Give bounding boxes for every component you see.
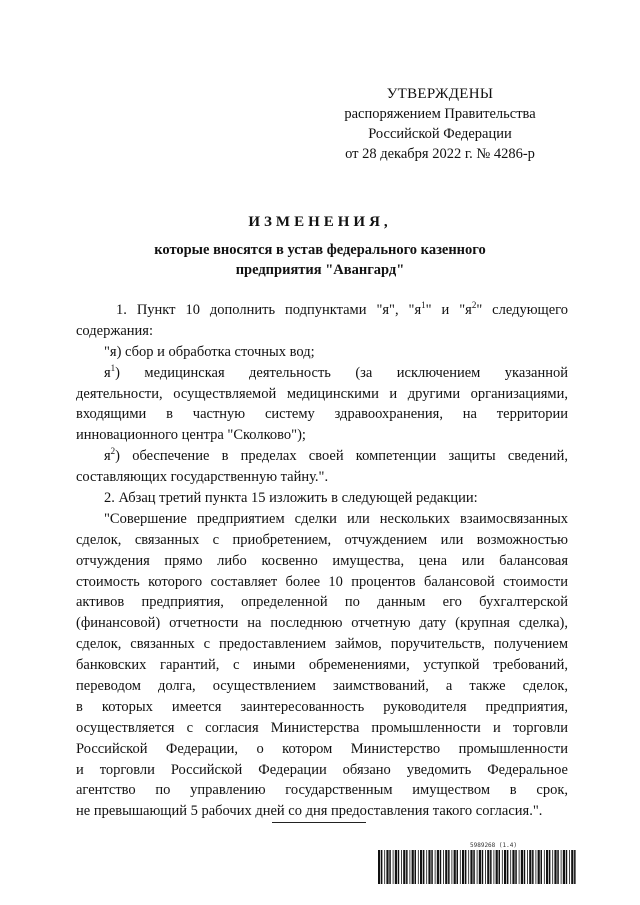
p2-quote-line-1: "Совершение предприятием сделки или нескольких взаимосвязанных: [104, 510, 568, 527]
superscript-q3: 2: [110, 446, 116, 457]
p1-line-1: [76, 300, 568, 321]
q3-letter: я: [104, 448, 111, 465]
footer-divider: [272, 822, 366, 823]
document-subtitle: [0, 240, 640, 280]
p1-text-a: 1. Пункт 10 дополнить подпунктами "я", "я: [116, 302, 422, 318]
p2-quote-line-9: переводом долга, осуществлением заимствований, а также сделок,: [76, 678, 568, 695]
subtitle-line-1: которые вносятся в устав федерального казенного: [154, 242, 486, 258]
approval-line-2: Российской Федерации: [368, 126, 512, 142]
p2-quote-line-7: сделок, связанных с предоставлением займов, поручительств, получением: [76, 636, 568, 653]
document-title: ИЗМЕНЕНИЯ,: [248, 214, 392, 230]
superscript-q2: 1: [110, 362, 116, 373]
q2-text: ) медицинская деятельность (за исключением указанной: [115, 364, 568, 381]
p2-quote-line-15: не превышающий 5 рабочих дней со дня предоставления такого согласия.".: [76, 803, 543, 820]
quote-2-line-3: входящими в частную систему здравоохранения, на территории: [76, 406, 568, 423]
quote-3-line-1: [76, 446, 568, 467]
quote-2-line-4: инновационного центра "Сколково");: [76, 427, 306, 444]
p2-quote-line-13: и торговли Российской Федерации обязано уведомить Федеральное: [76, 761, 568, 778]
p1-line-2: содержания:: [76, 322, 154, 339]
p2-quote-line-2: сделок, связанных с приобретением, отчуждением или возможностью: [76, 531, 568, 548]
approval-line-3: от 28 декабря 2022 г. № 4286-р: [345, 146, 535, 162]
p2-quote-line-12: Российской Федерации, о котором Министерство промышленности: [76, 740, 568, 757]
approval-line-1: распоряжением Правительства: [344, 106, 536, 122]
quote-2-line-2: деятельности, осуществляемой медицинскими и другими организациями,: [76, 385, 568, 402]
p2-quote-line-5: активов предприятия, определенной по данным его бухгалтерской: [76, 594, 568, 611]
p2-quote-line-14: агентство по управлению государственным имуществом в срок,: [76, 782, 568, 799]
quote-3-line-2: составляющих государственную тайну.".: [76, 469, 329, 486]
quote-2-line-1: [76, 363, 568, 384]
p2-quote-line-6: (финансовой) отчетности на последнюю отчетную дату (крупная сделка),: [76, 615, 568, 632]
superscript-2: 2: [471, 300, 477, 310]
p1-text-c: " следующего: [476, 302, 568, 318]
approval-block: [320, 84, 560, 164]
q3-text: ) обеспечение в пределах своей компетенции защиты сведений,: [115, 448, 568, 465]
subtitle-line-2: предприятия "Авангард": [235, 262, 405, 278]
p2-quote-line-11: осуществляется с согласия Министерства промышленности и торговли: [76, 719, 568, 736]
p1-text-b: " и "я: [425, 302, 472, 318]
p2-quote-line-10: в которых имеется заинтересованность руководителя предприятия,: [76, 698, 568, 715]
quote-1: "я) сбор и обработка сточных вод;: [104, 343, 315, 360]
barcode-image: [378, 850, 576, 884]
p2-line: 2. Абзац третий пункта 15 изложить в следующей редакции:: [104, 490, 478, 507]
p2-quote-line-3: отчуждения прямо либо косвенно имущества, цена или балансовая: [76, 552, 568, 569]
q2-letter: я: [104, 364, 111, 381]
superscript-1: 1: [421, 300, 426, 310]
document-code: 5989268 (1.4): [470, 842, 517, 849]
p2-quote-line-8: банковских гарантий, с иными обременениями, уступкой требований,: [76, 657, 568, 674]
document-body: [76, 300, 568, 822]
approval-heading: УТВЕРЖДЕНЫ: [386, 86, 494, 102]
p2-quote-line-4: стоимость которого составляет более 10 процентов балансовой стоимости: [76, 573, 568, 590]
